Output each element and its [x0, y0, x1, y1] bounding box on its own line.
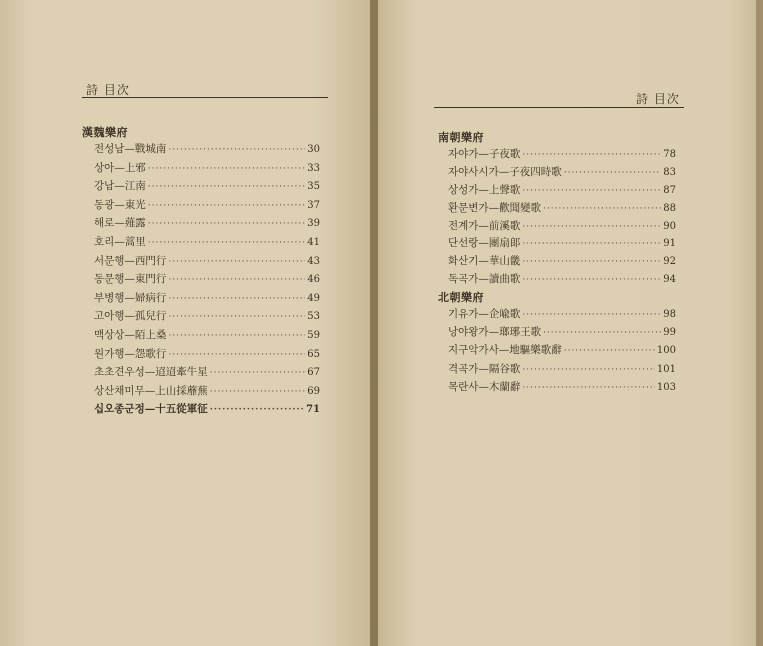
toc-entry-page-number: 53	[307, 311, 320, 323]
toc-entry-title: 십오종군정—十五從軍征	[94, 403, 208, 416]
toc-entry-page-number: 71	[306, 404, 320, 416]
toc-entry	[94, 401, 320, 420]
toc-entry-page-number: 91	[663, 238, 676, 250]
dot-leader	[522, 310, 661, 320]
toc-entry	[94, 271, 320, 290]
toc-entry-page-number: 99	[663, 327, 676, 339]
toc-entry-title: 부병행—婦病行	[94, 291, 167, 304]
dot-leader	[522, 222, 661, 232]
section-heading-northern: 北朝樂府	[438, 291, 484, 304]
toc-entry-title: 초초견우성—迢迢牽牛星	[94, 366, 208, 379]
toc-entry	[448, 218, 676, 236]
dot-leader	[210, 368, 306, 378]
toc-entry-page-number: 92	[663, 256, 676, 268]
toc-entry-page-number: 46	[307, 274, 320, 286]
toc-entry-title: 맥상상—陌上桑	[94, 328, 167, 341]
toc-entry-title: 기유가—企喩歌	[448, 308, 521, 320]
toc-entry-page-number: 88	[663, 202, 676, 214]
toc-entry-title: 목란사—木蘭辭	[448, 380, 521, 393]
toc-entry-page-number: 100	[656, 345, 676, 357]
toc-entry-page-number: 35	[307, 181, 320, 193]
toc-entry	[448, 182, 676, 200]
toc-entry	[448, 146, 676, 164]
dot-leader	[148, 182, 305, 192]
toc-list-southern	[448, 146, 676, 289]
dot-leader	[564, 346, 655, 356]
toc-entry-page-number: 87	[663, 184, 676, 196]
toc-entry-page-number: 94	[663, 274, 676, 286]
toc-entry-page-number: 43	[307, 255, 320, 267]
toc-entry	[448, 253, 676, 271]
dot-leader	[522, 383, 654, 393]
page-edge	[756, 0, 763, 646]
dot-leader	[168, 312, 305, 322]
toc-entry-page-number: 83	[663, 166, 676, 178]
toc-entry	[94, 160, 320, 179]
toc-entry	[448, 361, 676, 379]
dot-leader	[522, 365, 654, 375]
dot-leader	[148, 219, 305, 229]
toc-entry-title: 상아—上邪	[94, 161, 146, 174]
toc-entry-title: 동문행—東門行	[94, 273, 167, 286]
toc-entry-page-number: 30	[307, 144, 320, 155]
section-heading-han-wei: 漢魏樂府	[82, 126, 128, 139]
toc-entry-title: 전계가—前溪歌	[448, 219, 521, 232]
toc-entry-title: 서문행—西門行	[94, 254, 167, 267]
toc-entry	[94, 308, 320, 327]
toc-entry	[448, 342, 676, 360]
toc-entry-title: 상성가—上聲歌	[448, 183, 521, 196]
toc-entry-page-number: 103	[656, 381, 676, 393]
toc-entry	[94, 253, 320, 272]
toc-entry-page-number: 41	[307, 236, 320, 248]
toc-entry	[448, 324, 676, 342]
toc-entry	[94, 364, 320, 383]
toc-entry	[94, 383, 320, 402]
toc-entry-title: 단선랑—團扇郞	[448, 237, 521, 250]
dot-leader	[522, 275, 661, 285]
toc-entry	[94, 290, 320, 309]
toc-entry	[448, 271, 676, 289]
dot-leader	[543, 328, 661, 338]
right-page-header: 詩 目次	[636, 92, 680, 106]
toc-entry-page-number: 49	[307, 292, 320, 304]
dot-leader	[148, 238, 305, 248]
toc-entry	[94, 178, 320, 197]
toc-entry-title: 상산채미무—上山採蘼蕪	[94, 384, 208, 397]
toc-entry-title: 전성남—戰城南	[94, 143, 167, 155]
toc-entry-title: 독곡가—讀曲歌	[448, 273, 521, 286]
toc-entry	[448, 200, 676, 218]
dot-leader	[564, 168, 662, 178]
toc-entry	[448, 379, 676, 397]
toc-entry-title: 동광—東光	[94, 198, 146, 211]
section-heading-southern: 南朝樂府	[438, 131, 484, 144]
toc-entry	[94, 141, 320, 160]
toc-entry-title: 격곡가—隔谷歌	[448, 362, 521, 375]
dot-leader	[522, 150, 661, 160]
toc-entry-page-number: 90	[663, 220, 676, 232]
dot-leader	[148, 164, 305, 174]
dot-leader	[168, 294, 305, 304]
toc-entry	[94, 346, 320, 365]
dot-leader	[210, 405, 304, 415]
toc-entry-title: 원가행—怨歌行	[94, 347, 167, 360]
dot-leader	[543, 204, 661, 214]
toc-entry	[94, 234, 320, 253]
toc-entry-title: 고아행—孤兒行	[94, 310, 167, 323]
toc-entry-title: 자야사시가—子夜四時歌	[448, 165, 562, 178]
toc-entry	[448, 164, 676, 182]
dot-leader	[210, 387, 306, 397]
toc-entry-title: 자야가—子夜歌	[448, 148, 521, 160]
toc-entry-title: 해로—薤露	[94, 217, 146, 230]
toc-entry	[94, 215, 320, 234]
toc-entry-page-number: 78	[663, 149, 676, 160]
right-header-rule	[434, 107, 684, 108]
toc-entry-title: 지구악가사—地驅樂歌辭	[448, 344, 562, 357]
toc-entry-title: 강남—江南	[94, 180, 146, 193]
dot-leader	[148, 201, 305, 211]
toc-entry-page-number: 69	[307, 385, 320, 397]
right-page	[378, 0, 756, 646]
toc-entry-page-number: 65	[307, 348, 320, 360]
toc-list-han-wei	[94, 141, 320, 420]
toc-entry-page-number: 37	[307, 199, 320, 211]
dot-leader	[522, 186, 661, 196]
dot-leader	[168, 145, 305, 155]
toc-entry-title: 화산기—華山畿	[448, 255, 521, 268]
toc-entry-page-number: 101	[656, 363, 676, 375]
toc-list-northern	[448, 306, 676, 397]
toc-entry-page-number: 33	[307, 162, 320, 174]
toc-entry-page-number: 98	[663, 309, 676, 320]
toc-entry-page-number: 59	[307, 329, 320, 341]
toc-entry-title: 낭야왕가—瑯琊王歌	[448, 326, 542, 339]
toc-entry	[94, 327, 320, 346]
dot-leader	[168, 275, 305, 285]
dot-leader	[522, 239, 661, 249]
toc-entry	[448, 306, 676, 324]
left-header-rule	[82, 97, 328, 98]
dot-leader	[522, 257, 661, 267]
toc-entry	[94, 197, 320, 216]
toc-entry-page-number: 39	[307, 218, 320, 230]
dot-leader	[168, 331, 305, 341]
toc-entry-title: 환문변가—歡聞變歌	[448, 201, 542, 214]
left-page	[0, 0, 372, 646]
toc-entry-title: 호리—蒿里	[94, 235, 146, 248]
toc-entry	[448, 235, 676, 253]
toc-entry-page-number: 67	[307, 367, 320, 379]
dot-leader	[168, 350, 305, 360]
left-page-header: 詩 目次	[86, 83, 130, 97]
dot-leader	[168, 257, 305, 267]
